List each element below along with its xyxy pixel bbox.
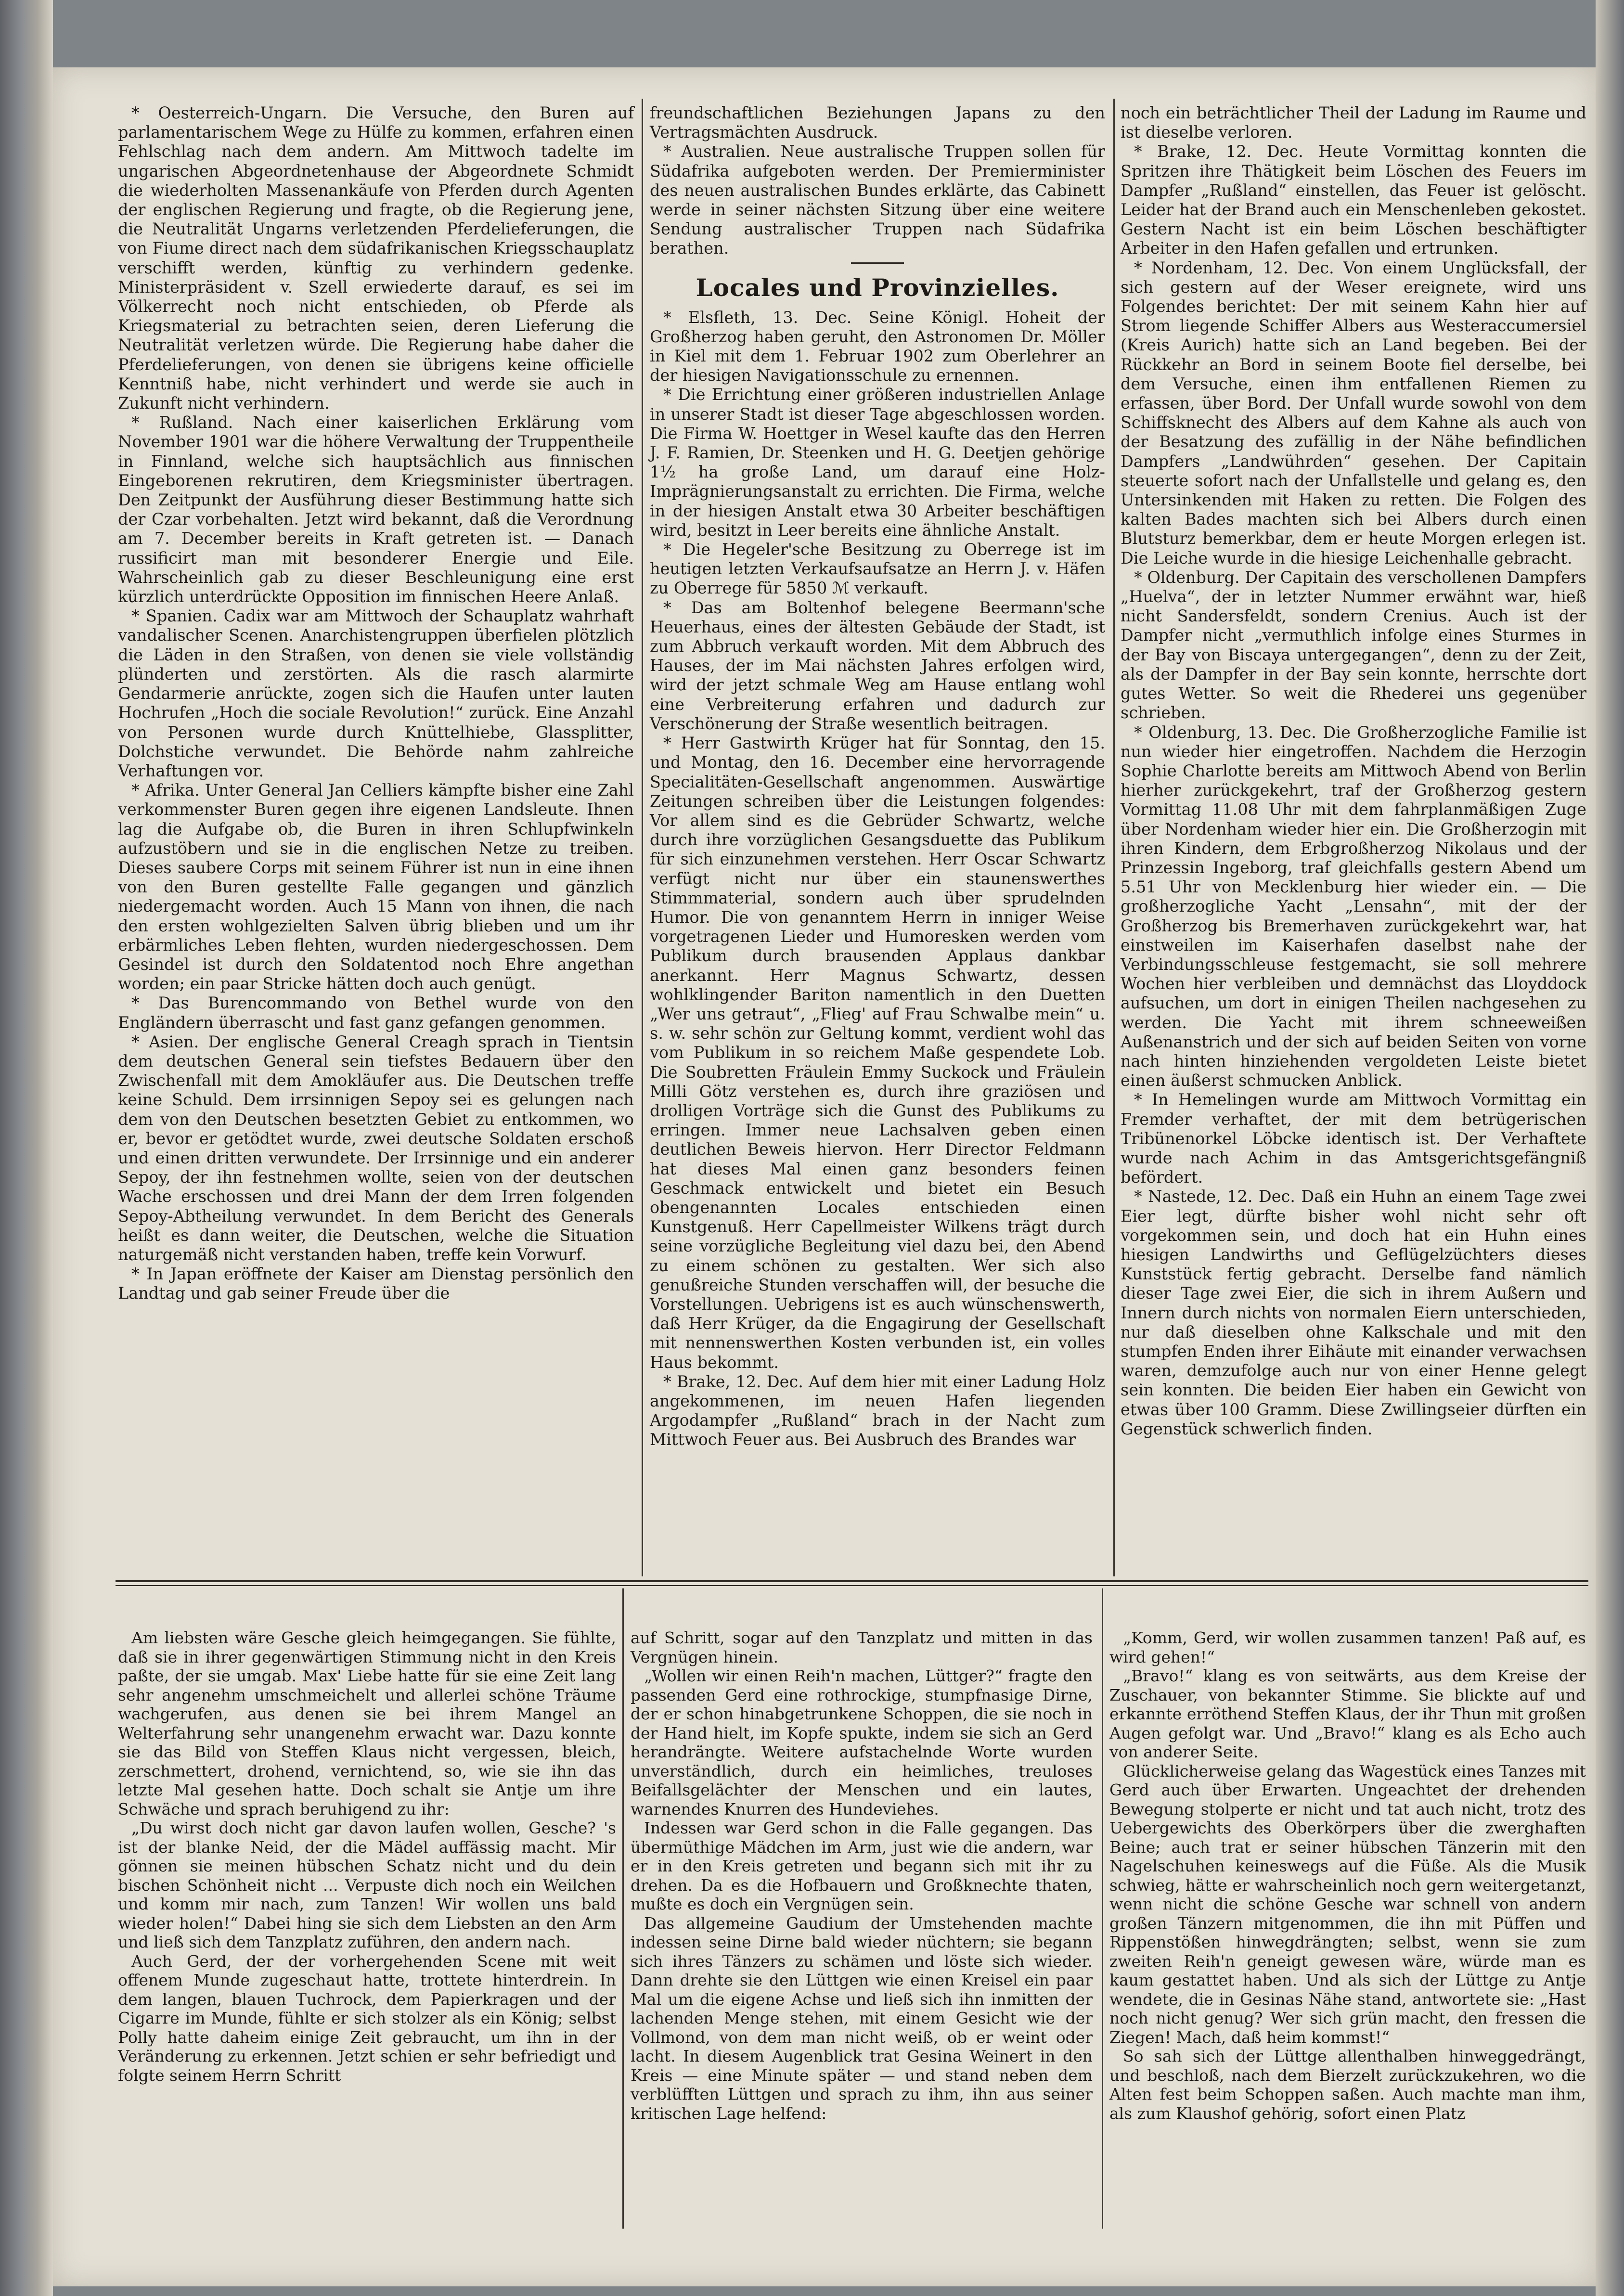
- article-oesterreich: * Oesterreich-Ungarn. Die Versuche, den Buren auf parlamentarischem Wege zu Hülfe zu kommen, erfahren einen Fehlschlag nach dem andern. Am Mittwoch tadelte im ungarischen Abgeordnetenhause der Abgeordnete Schmidt die wiederholten Massenankäufe von Pferden durch Agenten der englischen Regierung und fragte, ob die Regierung jene, die Neutralität Ungarns verletzenden Pferdelieferungen, die von Fiume direct nach dem südafrikanischen Kriegsschauplatz verschifft werden, künftig zu verhindern gedenke. Ministerpräsident v. Szell erwiederte darauf, es sei im Völkerrecht noch nicht entschieden, ob Pferde als Kriegsmaterial zu betrachten seien, deren Lieferung die Neutralität verletzen würde. Die Regierung habe daher die Pferdelieferungen, von denen sie übrigens keine officielle Kenntniß habe, nicht verhindert und werde sie auch in Zukunft nicht verhindern.: [118, 103, 634, 413]
- column-3: [1121, 103, 1586, 1439]
- feuilleton-column-3: [1109, 1628, 1586, 2123]
- book-binding: [0, 0, 53, 2296]
- feuilleton-column-1: [118, 1628, 616, 2085]
- feuilleton-rule-1: [622, 1588, 624, 2229]
- article-oldenburg-2: * Oldenburg, 13. Dec. Die Großherzogliche Familie ist nun wieder hier eingetroffen. Nachdem die Herzogin Sophie Charlotte bereits am Mittwoch Abend von Berlin hierher zurückgekehrt, traf der Großherzog gestern Vormittag 11.08 Uhr mit dem fahrplanmäßigen Zuge über Nordenham wieder hier ein. Die Großherzogin mit ihren Kindern, dem Erbgroßherzog Nikolaus und der Prinzessin Ingeborg, traf gleichfalls gestern Abend um 5.51 Uhr von Mecklenburg hier wieder ein. — Die großherzogliche Yacht „Lensahn“, mit der der Großherzog bis Bremerhaven zurückgekehrt war, hat einstweilen im Kaiserhafen daselbst nahe der Verbindungsschleuse festgemacht, sie soll mehrere Wochen hier verbleiben und demnächst das Lloyddock aufsuchen, um dort in einigen Theilen nachgesehen zu werden. Die Yacht mit ihrem schneeweißen Außenanstrich und der sich auf beiden Seiten von vorne nach hinten hinziehenden vergoldeten Leiste bietet einen äußerst schmucken Anblick.: [1121, 722, 1586, 1090]
- article-burencommando: * Das Burencommando von Bethel wurde von den Engländern überrascht und fast ganz gefangen genommen.: [118, 993, 634, 1032]
- feuilleton-paragraph: Indessen war Gerd schon in die Falle gegangen. Das übermüthige Mädchen im Arm, just wie die andern, war er in den Kreis getreten und begann sich mit ihr zu drehen. Da es die Hofbauern und Großknechte thaten, mußte es doch ein Vergnügen sein.: [631, 1819, 1093, 1913]
- article-asien: * Asien. Der englische General Creagh sprach in Tientsin dem deutschen General sein tiefstes Bedauern über den Zwischenfall mit dem Amokläufer aus. Die Deutschen treffe keine Schuld. Dem irrsinnigen Sepoy sei es gelungen nach dem von den Deutschen besetzten Gebiet zu entkommen, wo er, bevor er getödtet wurde, zwei deutsche Soldaten erschoß und einen dritten verwundete. Der Irrsinnige und ein anderer Sepoy, der ihn festnehmen wollte, seien von der deutschen Wache erschossen und drei Mann der dem Irren folgenden Sepoy-Abtheilung verwundet. In dem Bericht des Generals heißt es dann weiter, die Deutschen, welche die Situation naturgemäß nicht verstanden haben, treffe kein Vorwurf.: [118, 1032, 634, 1264]
- article-nastede: * Nastede, 12. Dec. Daß ein Huhn an einem Tage zwei Eier legt, dürfte bisher wohl nicht sehr oft vorgekommen sein, und doch hat ein Huhn eines hiesigen Landwirths und Geflügelzüchters dieses Kunststück fertig gebracht. Derselbe fand nämlich dieser Tage zwei Eier, die sich in ihrem Außern und Innern durch nichts von normalen Eiern unterschieden, nur daß dieselben ohne Kalkschale und mit den stumpfen Enden ihrer Eihäute mit einander verwachsen waren, demzufolge auch nur von einer Henne gelegt sein konnten. Die beiden Eier haben ein Gewicht von etwas über 100 Gramm. Diese Zwillingseier dürften ein Gegenstück schwerlich finden.: [1121, 1187, 1586, 1438]
- article-anlage: * Die Errichtung einer größeren industriellen Anlage in unserer Stadt ist dieser Tage abgeschlossen worden. Die Firma W. Hoettger in Wesel kaufte das den Herren J. F. Ramien, Dr. Steenken und H. G. Deetjen gehörige 1½ ha große Land, um darauf eine Holz-Imprägnierungsanstalt zu errichten. Die Firma, welche in der hiesigen Anstalt etwa 30 Arbeiter beschäftigen wird, besitzt in Leer bereits eine ähnliche Anstalt.: [650, 385, 1105, 540]
- feuilleton-rule-2: [1102, 1588, 1103, 2229]
- feuilleton-paragraph: Am liebsten wäre Gesche gleich heimgegangen. Sie fühlte, daß sie in ihrer gegenwärtigen Stimmung nicht in den Kreis paßte, der sie umgab. Max' Liebe hatte für sie eine Zeit lang sehr angenehm umschmeichelt und allerlei schöne Träume wachgerufen, aus denen sie bei ihrem Mangel an Welterfahrung sehr unangenehm erwacht war. Dazu konnte sie das Bild von Steffen Klaus nicht vergessen, bleich, zerschmettert, drohend, vernichtend, so, wie sie ihn das letzte Mal gesehen hatte. Doch schalt sie Antje um ihre Schwäche und sprach beruhigend zu ihr:: [118, 1628, 616, 1819]
- article-japan: * In Japan eröffnete der Kaiser am Dienstag persönlich den Landtag und gab seiner Freude über die: [118, 1264, 634, 1303]
- feuilleton-paragraph: „Du wirst doch nicht gar davon laufen wollen, Gesche? 's ist der blanke Neid, der die Mädel auffässig macht. Mir gönnen sie meinen hübschen Schatz nicht und du dein bischen Schönheit nicht ... Verpuste dich noch ein Weilchen und komm mir nach, zum Tanzen! Wir wollen uns bald wieder holen!“ Dabei hing sie sich dem Liebsten an den Arm und ließ sich dem Tanzplatz zuführen, den andern nach.: [118, 1819, 616, 1951]
- article-oldenburg-1: * Oldenburg. Der Capitain des verschollenen Dampfers „Huelva“, der in letzter Nummer erwähnt war, hieß nicht Sandersfeldt, sondern Crenius. Auch ist der Dampfer nicht „vermuthlich infolge eines Sturmes in der Bay von Biscaya untergegangen“, denn zu der Zeit, als der Dampfer in der Bay sein konnte, herrschte dort gutes Wetter. So weit die Rhederei uns gegenüber schrieben.: [1121, 568, 1586, 722]
- article-australien: * Australien. Neue australische Truppen sollen für Südafrika aufgeboten werden. Der Premierminister des neuen australischen Bundes erklärte, das Cabinett werde in seiner nächsten Sitzung über eine weitere Sendung australischer Truppen nach Südafrika berathen.: [650, 142, 1105, 258]
- section-heading: Locales und Provinzielles.: [696, 273, 1059, 302]
- column-rule-1: [642, 99, 643, 1576]
- column-rule-2: [1113, 99, 1115, 1576]
- article-afrika: * Afrika. Unter General Jan Celliers kämpfte bisher eine Zahl verkommenster Buren gegen ihre eigenen Landsleute. Ihnen lag die Aufgabe ob, die Buren in ihren Schlupfwinkeln aufzustöbern und sie in die englischen Netze zu treiben. Dieses saubere Corps mit seinem Führer ist nun in eine ihnen von den Buren gestellte Falle gegangen und gänzlich niedergemacht worden. Auch 15 Mann von ihnen, die nach den ersten wohlgezielten Salven übrig blieben und um ihr erbärmliches Leben flehten, wurden niedergeschossen. Dem Gesindel ist durch den Soldatentod noch Ehre angethan worden; ein paar Stricke hätten doch auch genügt.: [118, 781, 634, 993]
- article-hegeler: * Die Hegeler'sche Besitzung zu Oberrege ist im heutigen letzten Verkaufsaufsatze an Herrn J. v. Häfen zu Oberrege für 5850 ℳ verkauft.: [650, 540, 1105, 598]
- article-elsfleth: * Elsfleth, 13. Dec. Seine Königl. Hoheit der Großherzog haben geruht, den Astronomen Dr. Möller in Kiel mit dem 1. Februar 1902 zum Oberlehrer an der hiesigen Navigationsschule zu ernennen.: [650, 308, 1105, 385]
- article-brake-cont: noch ein beträchtlicher Theil der Ladung im Raume und ist dieselbe verloren.: [1121, 103, 1586, 142]
- column-2: [650, 103, 1105, 1450]
- column-1: [118, 103, 634, 1303]
- feuilleton-paragraph: So sah sich der Lüttge allenthalben hinweggedrängt, und beschloß, nach dem Bierzelt zurückzukehren, wo die Alten fest beim Schoppen saßen. Auch machte man ihm, als zum Klaushof gehörig, sofort einen Platz: [1109, 2047, 1586, 2123]
- feuilleton-paragraph: „Komm, Gerd, wir wollen zusammen tanzen! Paß auf, es wird gehen!“: [1109, 1628, 1586, 1666]
- article-spanien: * Spanien. Cadix war am Mittwoch der Schauplatz wahrhaft vandalischer Scenen. Anarchistengruppen überfielen plötzlich die Läden in den Straßen, von denen sie viele vollständig plünderten und zerstörten. Als die rasch alarmirte Gendarmerie anrückte, zogen sich die Haufen unter lauten Hochrufen „Hoch die sociale Revolution!“ zurück. Eine Anzahl von Personen wurde durch Knüttelhiebe, Glassplitter, Dolchstiche verwundet. Die Behörde nahm zahlreiche Verhaftungen vor.: [118, 606, 634, 780]
- article-heuerhaus: * Das am Boltenhof belegene Beermann'sche Heuerhaus, eines der ältesten Gebäude der Stadt, ist zum Abbruch verkauft worden. Mit dem Abbruch des Hauses, der im Mai nächsten Jahres erfolgen wird, wird der jetzt schmale Weg am Hause entlang wohl eine Verbreiterung erfahren und dadurch zur Verschönerung der Straße wesentlich beitragen.: [650, 598, 1105, 733]
- section-rule: [851, 262, 904, 264]
- article-hemelingen: * In Hemelingen wurde am Mittwoch Vormittag ein Fremder verhaftet, der mit dem betrügerischen Tribünenorkel Löbcke identisch ist. Der Verhaftete wurde nach Achim in das Amtsgerichtsgefängniß befördert.: [1121, 1090, 1586, 1187]
- feuilleton-paragraph: Das allgemeine Gaudium der Umstehenden machte indessen seine Dirne bald wieder nüchtern; sie begann sich ihres Tänzers zu schämen und löste sich wieder. Dann drehte sie den Lüttgen wie einen Kreisel ein paar Mal um die eigene Achse und ließ sich ihn inmitten der lachenden Menge stehen, mit einem Gesicht wie der Vollmond, von dem man nicht weiß, ob er weint oder lacht. In diesem Augenblick trat Gesina Weinert in den Kreis — eine Minute später — und stand neben dem verblüfften Lüttgen und sprach zu ihm, ihn aus seiner kritischen Lage helfend:: [631, 1913, 1093, 2123]
- feuilleton-paragraph: Auch Gerd, der der vorhergehenden Scene mit weit offenem Munde zugeschaut hatte, trottete hinterdrein. In dem langen, blauen Tuchrock, dem Papierkragen und der Cigarre im Munde, fühlte er sich stolzer als ein König; selbst Polly hatte daheim einige Zeit gebraucht, um ihn in der Veränderung zu erkennen. Jetzt schien er sehr befriedigt und folgte seinem Herrn Schritt: [118, 1951, 616, 2085]
- article-brake-2: * Brake, 12. Dec. Heute Vormittag konnten die Spritzen ihre Thätigkeit beim Löschen des Feuers im Dampfer „Rußland“ einstellen, das Feuer ist gelöscht. Leider hat der Brand auch ein Menschenleben gekostet. Gestern Nacht ist ein beim Löschen beschäftigter Arbeiter in den Hafen gefallen und ertrunken.: [1121, 142, 1586, 258]
- feuilleton-paragraph: auf Schritt, sogar auf den Tanzplatz und mitten in das Vergnügen hinein.: [631, 1628, 1093, 1666]
- feuilleton-paragraph: „Wollen wir einen Reih'n machen, Lüttger?“ fragte den passenden Gerd eine rothrockige, stumpfnasige Dirne, der er schon hinabgetrunkene Schoppen, die sie noch in der Hand hielt, im Kopfe spukte, indem sie sich an Gerd herandrängte. Weitere aufstachelnde Worte wurden unverständlich, durch ein heimliches, treuloses Beifallsgelächter der Menschen und ein lautes, warnendes Knurren des Hundeviehes.: [631, 1666, 1093, 1819]
- article-russland: * Rußland. Nach einer kaiserlichen Erklärung vom November 1901 war die höhere Verwaltung der Truppentheile in Finnland, welche sich hauptsächlich aus finnischen Eingeborenen rekrutiren, dem Kriegsminister übertragen. Den Zeitpunkt der Ausführung dieser Bestimmung hatte sich der Czar vorbehalten. Jetzt wird bekannt, daß die Verordnung am 7. December bereits in Kraft getreten ist. — Danach russificirt man mit besonderer Energie und Eile. Wahrscheinlich gab zu dieser Beschleunigung eine erst kürzlich unterdrückte Opposition im finnischen Heere Anlaß.: [118, 413, 634, 606]
- article-japan-cont: freundschaftlichen Beziehungen Japans zu den Vertragsmächten Ausdruck.: [650, 103, 1105, 142]
- feuilleton-paragraph: Glücklicherweise gelang das Wagestück eines Tanzes mit Gerd auch über Erwarten. Ungeachtet der drehenden Bewegung stolperte er nicht und tat auch nicht, trotz des Uebergewichts des Oberkörpers über die zwerghaften Beine; auch trat er seiner hübschen Tänzerin mit den Nagelschuhen keineswegs auf die Füße. Als die Musik schwieg, hätte er wahrscheinlich noch gern weitergetanzt, wenn nicht die schöne Gesche war schnell von andern großen Tänzern mitgenommen, die ihn mit Püffen und Rippenstößen hinwegdrängten; selbst, wenn sie zum zweiten Reih'n geneigt gewesen wäre, würde man es kaum gestattet haben. Und als sich der Lüttge zu Antje wendete, die in Gesinas Nähe stand, antwortete sie: „Hast noch nicht genug? Wer sich grün macht, den fressen die Ziegen! Mach, daß heim kommst!“: [1109, 1761, 1586, 2047]
- page-edge: [1596, 0, 1624, 2296]
- feuilleton-paragraph: „Bravo!“ klang es von seitwärts, aus dem Kreise der Zuschauer, von bekannter Stimme. Sie blickte auf und erkannte erröthend Steffen Klaus, der ihr Thun mit großen Augen gefolgt war. Und „Bravo!“ klang es als Echo auch von anderer Seite.: [1109, 1666, 1586, 1761]
- feuilleton-column-2: [631, 1628, 1093, 2123]
- article-kruger: * Herr Gastwirth Krüger hat für Sonntag, den 15. und Montag, den 16. December eine hervorragende Specialitäten-Gesellschaft angenommen. Auswärtige Zeitungen schreiben über die Leistungen folgendes: Vor allem sind es die Gebrüder Schwartz, welche durch ihre vorzüglichen Gesangsduette das Publikum für sich einzunehmen verstehen. Herr Oscar Schwartz verfügt nicht nur über ein staunenswerthes Stimmmaterial, sondern auch über sprudelnden Humor. Die von genanntem Herrn in inniger Weise vorgetragenen Lieder und Humoresken werden vom Publikum durch brausenden Applaus dankbar anerkannt. Herr Magnus Schwartz, dessen wohlklingender Bariton namentlich in den Duetten „Wer uns getraut“, „Flieg' auf Frau Schwalbe mein“ u. s. w. sehr schön zur Geltung kommt, verdient wohl das vom Publikum in so reichem Maße gespendete Lob. Die Soubretten Fräulein Emmy Suckock und Fräulein Milli Götz verstehen es, durch ihre graziösen und drolligen Vorträge sich die Gunst des Publikums zu erringen. Immer neue Lachsalven geben einen deutlichen Beweis hiervon. Herr Director Feldmann hat dieses Mal einen ganz besonders feinen Geschmack entwickelt und bietet ein Besuch obengenannten Locales entschieden einen Kunstgenuß. Herr Capellmeister Wilkens trägt durch seine vorzügliche Begleitung viel dazu bei, den Abend zu einem schönen zu gestalten. Wer sich also genußreiche Stunden verschaffen will, der besuche die Vorstellungen. Uebrigens ist es auch wünschenswerth, daß Herr Krüger, da die Engagirung der Gesellschaft mit nennenswerthen Kosten verbunden ist, ein volles Haus bekommt.: [650, 734, 1105, 1372]
- article-brake-1: * Brake, 12. Dec. Auf dem hier mit einer Ladung Holz angekommenen, im neuen Hafen liegenden Argodampfer „Rußland“ brach in der Nacht zum Mittwoch Feuer aus. Bei Ausbruch des Brandes war: [650, 1372, 1105, 1449]
- feuilleton-rule-thin: [116, 1585, 1588, 1586]
- feuilleton-rule: [116, 1580, 1588, 1582]
- article-nordenham: * Nordenham, 12. Dec. Von einem Unglücksfall, der sich gestern auf der Weser ereignete, wird uns Folgendes berichtet: Der mit seinem Kahn hier auf Strom liegende Schiffer Albers aus Westeraccumersiel (Kreis Aurich) hatte sich an Land begeben. Bei der Rückkehr an Bord in seinem Boote fiel derselbe, bei dem Versuche, einen ihm entfallenen Riemen zu erfassen, über Bord. Der Unfall wurde sowohl von dem Schiffsknecht des Albers auf dem Kahne als auch von der Besatzung des zufällig in der Nähe befindlichen Dampfers „Landwührden“ gesehen. Der Capitain steuerte sofort nach der Unfallstelle und gelang es, den Untersinkenden mit Haken zu retten. Die Folgen des kalten Bades machten sich bei Albers durch einen Blutsturz bemerkbar, dem er heute Morgen erlegen ist. Die Leiche wurde in die hiesige Leichenhalle gebracht.: [1121, 258, 1586, 568]
